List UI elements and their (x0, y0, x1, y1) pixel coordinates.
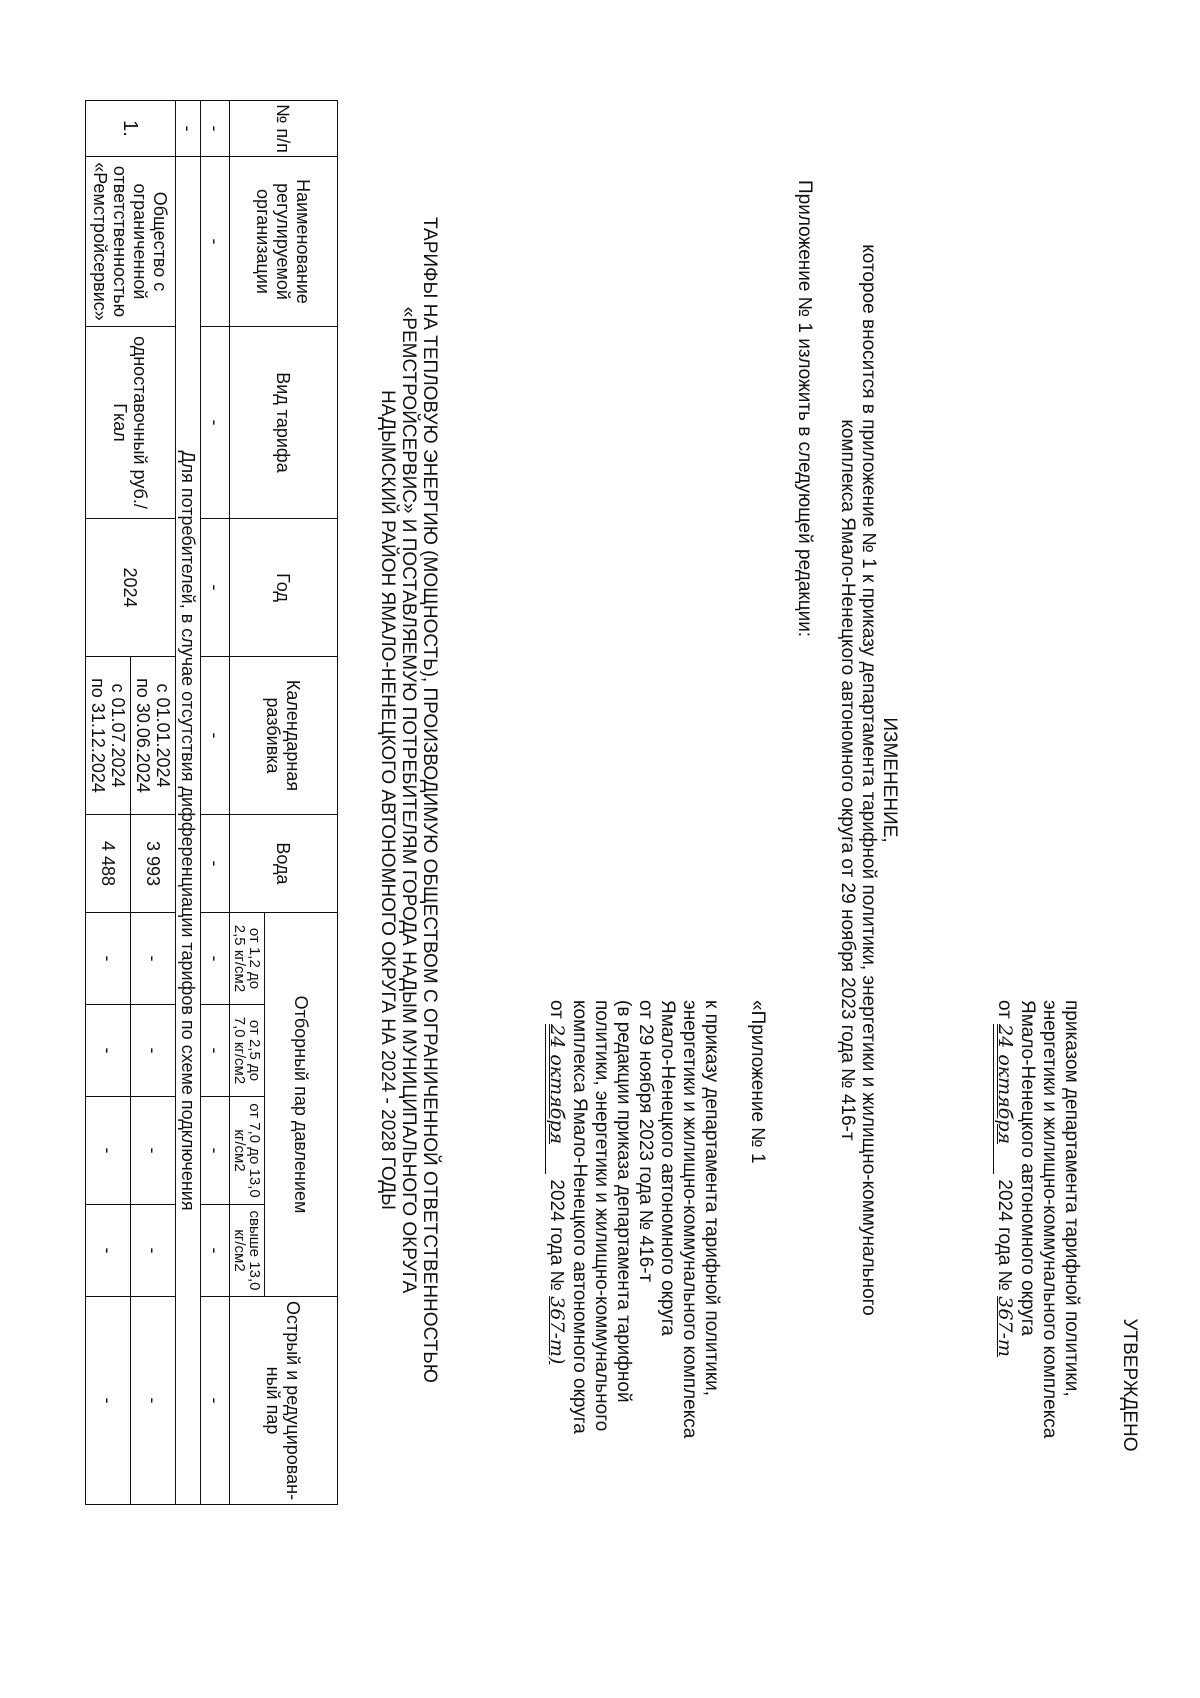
header-steam-range: от 2,5 до 7,0 кг/см2 (230, 1005, 265, 1097)
table-cell: - (201, 1097, 230, 1205)
handwritten-date: 24 октября (545, 1024, 568, 1174)
handwritten-number: 367-т (994, 1296, 1016, 1357)
handwritten-date: 24 октября (993, 1024, 1016, 1174)
appendix-line: (в редакции приказа департамента тарифной (613, 1000, 634, 1403)
appendix-line: Ямало-Ненецкого автономного округа (657, 1000, 678, 1336)
header-water: Вода (230, 815, 338, 913)
header-steam-range: от 1,2 до 2,5 кг/см2 (230, 913, 265, 1005)
period-to: по 31.12.2024 (88, 678, 108, 793)
table-cell: - (201, 657, 230, 815)
table-cell: - (86, 1297, 131, 1505)
row-org: Общество с ограниченной ответственностью «Ремстройсервис» (86, 157, 176, 327)
table-row (201, 101, 230, 1505)
table-cell: - (131, 1005, 176, 1097)
header-sharp-steam: Острый и редуцирован-ный пар (230, 1297, 338, 1505)
change-heading (837, 180, 900, 1380)
row-period (131, 657, 176, 815)
table-cell: - (201, 815, 230, 913)
approval-line: приказом департамента тарифной политики, (1061, 1000, 1082, 1397)
period-from: с 01.07.2024 (108, 683, 128, 788)
row-water: 4 488 (86, 815, 131, 913)
table-cell: - (86, 1205, 131, 1297)
approval-stamp (993, 1000, 1140, 1600)
tariff-title-line: «РЕМСТРОЙСЕРВИС» И ПОСТАВЛЯЕМУЮ ПОТРЕБИТЕЛЯМ ГОРОДА НАДЫМ МУНИЦИПАЛЬНОГО ОКРУГА (398, 306, 419, 1294)
date-prefix: от (546, 1000, 567, 1019)
appendix-block (545, 1000, 768, 1600)
table-cell: - (201, 1205, 230, 1297)
row-year: 2024 (86, 519, 176, 657)
header-tariff-type: Вид тарифа (230, 327, 338, 519)
row-water: 3 993 (131, 815, 176, 913)
header-steam-range: от 7,0 до 13,0 кг/см2 (230, 1097, 265, 1205)
table-cell: - (201, 1005, 230, 1097)
table-cell: - (201, 101, 230, 157)
table-cell: - (201, 157, 230, 327)
header-org: Наименование регулируемой организации (230, 157, 338, 327)
date-year: 2024 года № (994, 1179, 1015, 1291)
table-cell: - (131, 913, 176, 1005)
header-steam: Отборный пар давлением (265, 913, 338, 1297)
table-cell: - (201, 1297, 230, 1505)
table-cell: - (86, 1005, 131, 1097)
table-cell: - (131, 1205, 176, 1297)
change-line: которое вносится в приложение № 1 к приказу департамента тарифной политики, энергетики и жилищно-коммунального (858, 244, 879, 1316)
table-cell: - (86, 913, 131, 1005)
period-to: по 30.06.2024 (133, 678, 153, 793)
tariff-title-line: ТАРИФЫ НА ТЕПЛОВУЮ ЭНЕРГИЮ (МОЩНОСТЬ), ПРОИЗВОДИМУЮ ОБЩЕСТВОМ С ОГРАНИЧЕННОЙ ОТВЕТСТВЕННОСТЬЮ (419, 217, 440, 1383)
appendix-line: энергетики и жилищно-коммунального комплекса (679, 1000, 700, 1439)
table-cell: - (201, 327, 230, 519)
row-period (86, 657, 131, 815)
intro-text: Приложение № 1 изложить в следующей редакции: (794, 180, 815, 638)
appendix-line: к приказу департамента тарифной политики, (701, 1000, 722, 1397)
header-period: Календарная разбивка (230, 657, 338, 815)
date-year: 2024 года № (546, 1179, 567, 1291)
row-num: 1. (86, 101, 176, 157)
table-cell: - (201, 519, 230, 657)
tariff-table (85, 100, 338, 1505)
table-cell: - (131, 1297, 176, 1505)
appendix-line: от 29 ноября 2023 года № 416-т (635, 1000, 656, 1283)
tariff-title (377, 100, 440, 1500)
approval-title: УТВЕРЖДЕНО (1119, 1318, 1140, 1452)
header-num: № п/п (230, 101, 338, 157)
row-tariff-type: одноставочный руб./Гкал (86, 327, 176, 519)
approval-date-line (993, 1000, 1016, 1600)
approval-line: Ямало-Ненецкого автономного округа (1017, 1000, 1038, 1336)
appendix-line: политики, энергетики и жилищно-коммунального (591, 1000, 612, 1432)
header-year: Год (230, 519, 338, 657)
table-cell: - (131, 1097, 176, 1205)
table-row (131, 101, 176, 1505)
handwritten-number: 367-т) (546, 1296, 568, 1365)
table-cell: - (201, 913, 230, 1005)
table-cell: - (86, 1097, 131, 1205)
section-label: Для потребителей, в случае отсутствия дифференциации тарифов по схеме подключения (176, 157, 201, 1505)
table-section-row (176, 101, 201, 1505)
period-from: с 01.01.2024 (153, 683, 173, 788)
tariff-title-line: НАДЫМСКИЙ РАЙОН ЯМАЛО-НЕНЕЦКОГО АВТОНОМНОГО ОКРУГА НА 2024 - 2028 ГОДЫ (377, 390, 398, 1210)
appendix-line: комплекса Ямало-Ненецкого автономного округа (569, 1000, 590, 1434)
approval-line: энергетики и жилищно-коммунального комплекса (1039, 1000, 1060, 1439)
change-line: комплекса Ямало-Ненецкого автономного округа от 29 ноября 2023 года № 416-т (837, 419, 858, 1141)
header-steam-range: свыше 13,0 кг/см2 (230, 1205, 265, 1297)
table-header-row (265, 101, 338, 1505)
table-cell: - (176, 101, 201, 157)
appendix-date-line (545, 1000, 568, 1600)
change-title: ИЗМЕНЕНИЕ, (879, 717, 900, 843)
date-prefix: от (994, 1000, 1015, 1019)
appendix-title: «Приложение № 1 (747, 1000, 768, 1164)
